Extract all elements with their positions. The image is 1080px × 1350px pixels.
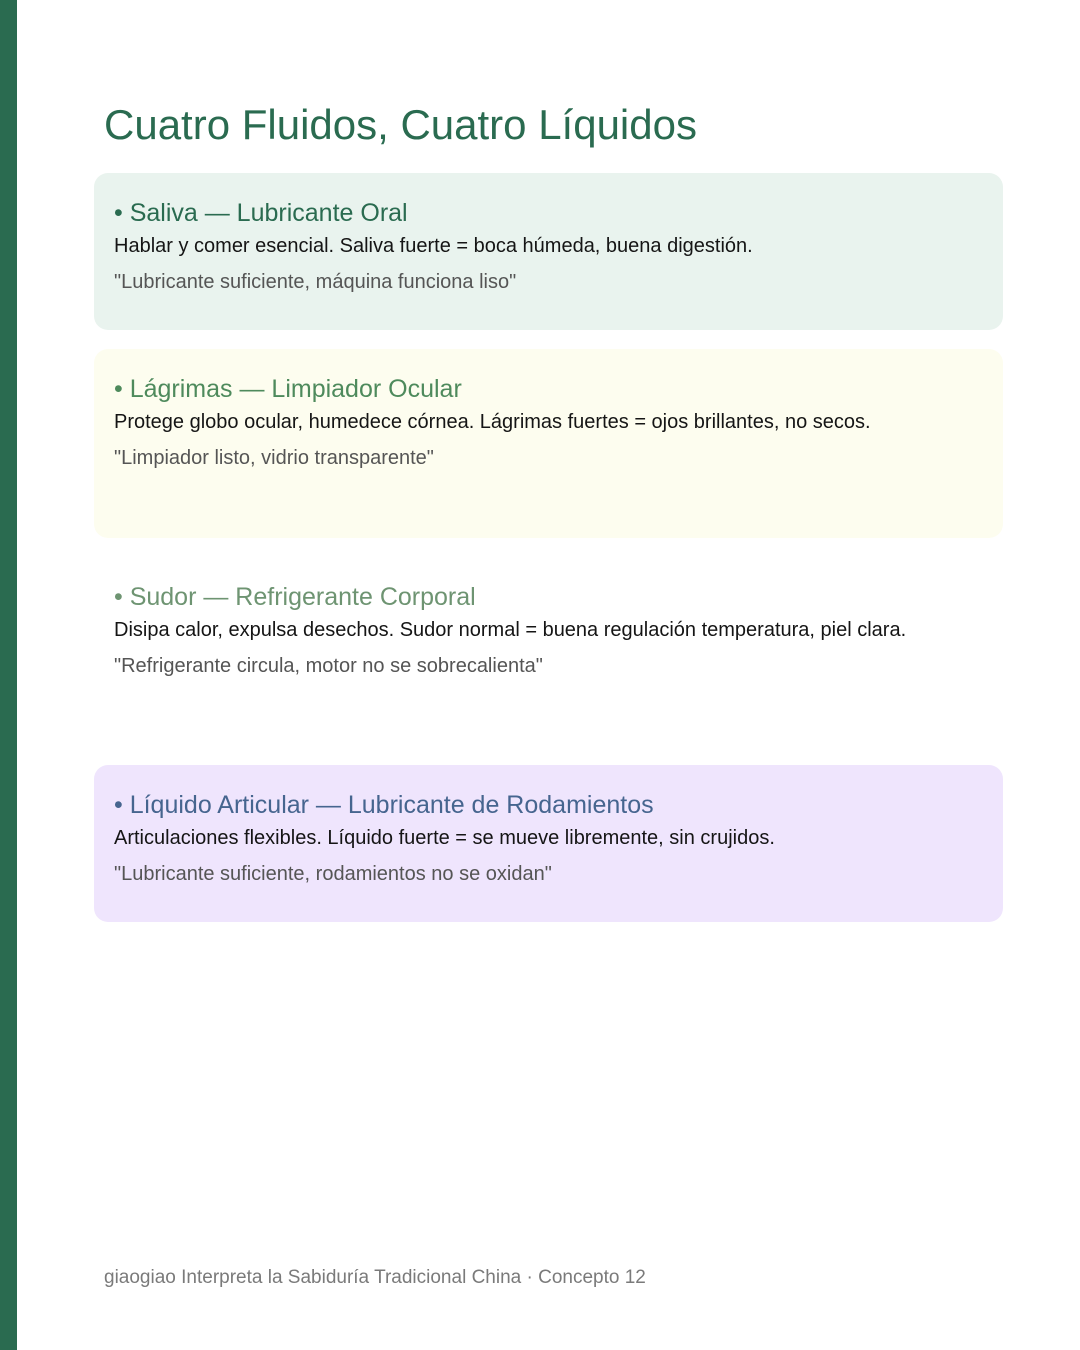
- card-heading: • Saliva — Lubricante Oral: [114, 199, 408, 227]
- card-quote: "Limpiador listo, vidrio transparente": [114, 447, 434, 469]
- card-description: Articulaciones flexibles. Líquido fuerte = se mueve libremente, sin crujidos.: [114, 827, 775, 849]
- card-description: Protege globo ocular, humedece córnea. Lágrimas fuertes = ojos brillantes, no secos.: [114, 411, 871, 433]
- card-quote: "Lubricante suficiente, rodamientos no se oxidan": [114, 863, 552, 885]
- accent-bar: [0, 0, 17, 1350]
- footer-text: giaogiao Interpreta la Sabiduría Tradicional China · Concepto 12: [104, 1267, 646, 1288]
- page-title: Cuatro Fluidos, Cuatro Líquidos: [104, 101, 697, 148]
- card-liquido-articular: [94, 765, 1003, 922]
- card-quote: "Refrigerante circula, motor no se sobrecalienta": [114, 655, 543, 677]
- card-heading: • Sudor — Refrigerante Corporal: [114, 583, 476, 611]
- card-quote: "Lubricante suficiente, máquina funciona liso": [114, 271, 517, 293]
- card-heading: • Lágrimas — Limpiador Ocular: [114, 375, 462, 403]
- card-description: Disipa calor, expulsa desechos. Sudor normal = buena regulación temperatura, piel clara.: [114, 619, 907, 641]
- card-heading: • Líquido Articular — Lubricante de Rodamientos: [114, 791, 654, 819]
- card-saliva: [94, 173, 1003, 330]
- card-sudor: [94, 557, 1003, 746]
- card-description: Hablar y comer esencial. Saliva fuerte = boca húmeda, buena digestión.: [114, 235, 753, 257]
- card-lagrimas: [94, 349, 1003, 538]
